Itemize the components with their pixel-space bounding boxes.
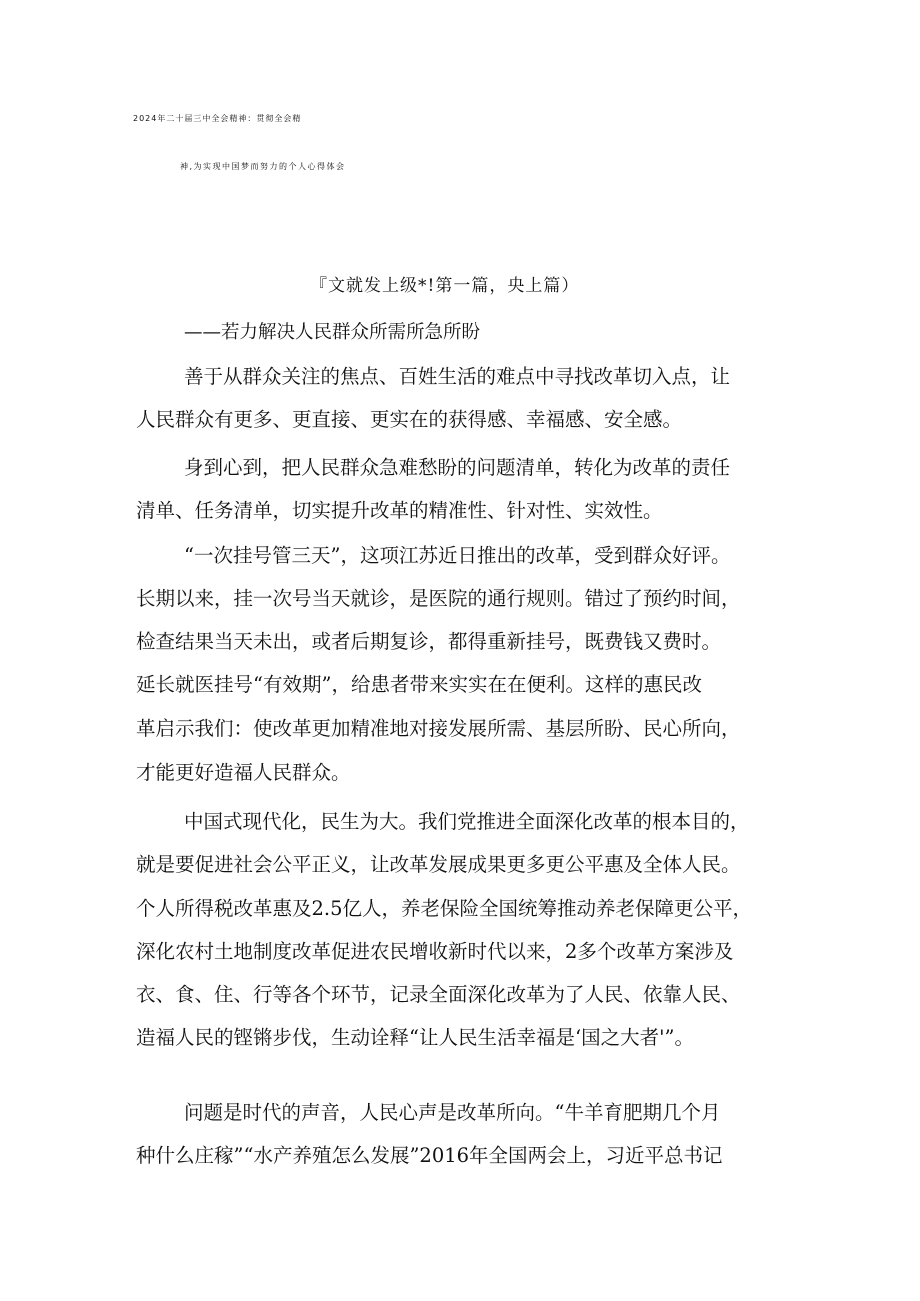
paragraph-line: 就是要促进社会公平正义，让改革发展成果更多更公平惠及全体人民。: [136, 853, 741, 876]
paragraph-line: 长期以来，挂一次号当天就诊，是医院的通行规则。错过了预约时间，: [136, 587, 741, 610]
paragraph-line: “一次挂号管三天”，这项江苏近日推出的改革，受到群众好评。: [184, 544, 731, 567]
paragraph-line: 问题是时代的声音，人民心声是改革所向。“牛羊育肥期几个月: [184, 1101, 721, 1124]
paragraph-line: 检查结果当天未出，或者后期复诊，都得重新挂号，既费钱又费时。: [136, 630, 722, 653]
paragraph-line: 人民群众有更多、更直接、更实在的获得感、幸福感、安全感。: [136, 408, 683, 431]
paragraph-line: 中国式现代化，民生为大。我们党推进全面深化改革的根本目的，: [184, 810, 750, 833]
document-subheading: 『文就发上级*!第一篇，央上篇）: [310, 276, 580, 296]
paragraph-line: 深化农村土地制度改革促进农民增收新时代以来，2多个改革方案涉及: [136, 940, 734, 963]
paragraph-line: 善于从群众关注的焦点、百姓生活的难点中寻找改革切入点，让: [184, 365, 731, 388]
paragraph-line: 身到心到，把人民群众急难愁盼的问题清单，转化为改革的责任: [184, 456, 731, 479]
paragraph-line: 衣、食、住、行等各个环节，记录全面深化改革为了人民、依靠人民、: [136, 983, 741, 1006]
paragraph-line: 个人所得税改革惠及2.5亿人，养老保险全国统筹推动养老保障更公平，: [136, 897, 753, 920]
document-title-line-2: 神,为实现中国梦而努力的个人心得体会: [180, 162, 346, 171]
paragraph-line: 才能更好造福人民群众。: [136, 761, 351, 784]
paragraph-line: 种什么庄稼”“水产养殖怎么发展”2016年全国两会上，习近平总书记: [136, 1144, 723, 1167]
paragraph-line: 延长就医挂号“有效期”，给患者带来实实在在便利。这样的惠民改: [136, 673, 702, 696]
paragraph-line: 革启示我们：使改革更加精准地对接发展所需、基层所盼、民心所向，: [136, 717, 741, 740]
document-title-line-1: 2024年二十届三中全会精神：贯彻全会精: [133, 114, 302, 123]
paragraph-line: ——若力解决人民群众所需所急所盼: [184, 322, 481, 343]
paragraph-line: 清单、任务清单，切实提升改革的精准性、针对性、实效性。: [136, 499, 663, 522]
paragraph-line: 造福人民的铿锵步伐，生动诠释“让人民生活幸福是‘国之大者'”。: [136, 1026, 694, 1049]
